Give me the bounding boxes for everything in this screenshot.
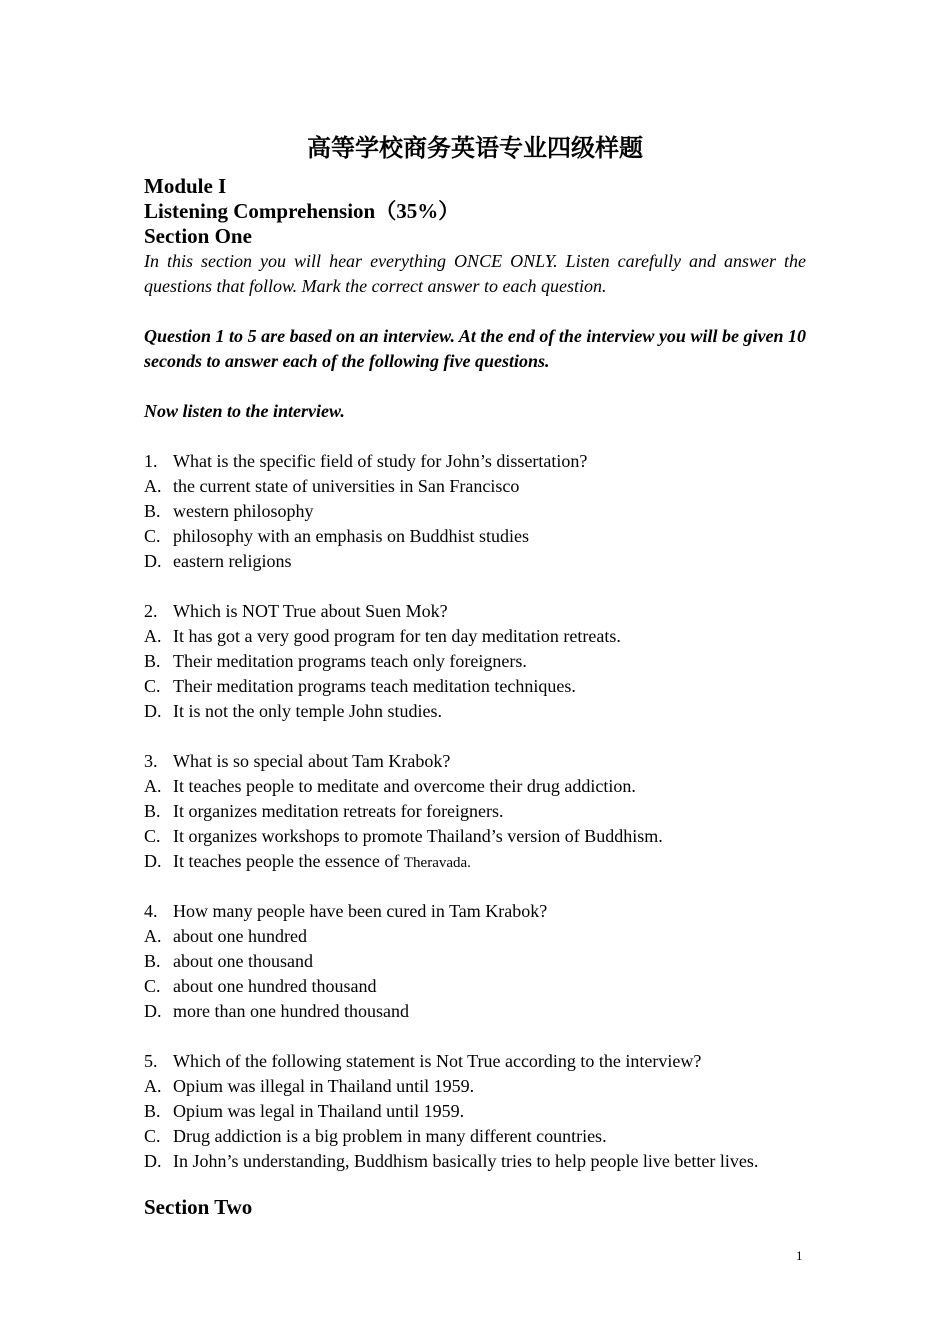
option-text: Opium was illegal in Thailand until 1959. [173,1076,475,1096]
option-text: Opium was legal in Thailand until 1959. [173,1101,465,1121]
option-label: A. [144,476,162,496]
option-label: A. [144,926,162,946]
question-3 [144,749,806,874]
question-stem [144,899,806,924]
option-a [144,1074,806,1099]
question-1 [144,449,806,574]
option-c [144,674,806,699]
option-label: D. [144,1151,162,1171]
section-one-heading: Section One [144,224,252,248]
option-label: D. [144,551,162,571]
question-2 [144,599,806,724]
option-b [144,649,806,674]
page-content [144,132,806,1174]
listen-now: Now listen to the interview. [144,401,345,421]
option-c [144,524,806,549]
question-4 [144,899,806,1024]
option-text: It organizes meditation retreats for foreigners. [173,801,504,821]
option-text: about one hundred thousand [173,976,377,996]
option-d [144,549,806,574]
option-text: It teaches people the essence of [173,851,400,871]
question-text: What is so special about Tam Krabok? [173,751,451,771]
question-intro: Question 1 to 5 are based on an interview. At the end of the interview you will be given 10 seconds to answer each of the following five questions. [144,326,806,371]
option-text: the current state of universities in San Francisco [173,476,520,496]
page-number: 1 [796,1248,803,1263]
option-text: It organizes workshops to promote Thailand’s version of Buddhism. [173,826,663,846]
option-text: western philosophy [173,501,314,521]
option-label: D. [144,1001,162,1021]
option-label: C. [144,976,161,996]
option-a [144,624,806,649]
question-5 [144,1049,806,1174]
option-label: C. [144,1126,161,1146]
option-d [144,1149,806,1174]
option-label: C. [144,676,161,696]
option-label: A. [144,1076,162,1096]
option-text: It has got a very good program for ten day meditation retreats. [173,626,621,646]
question-stem [144,599,806,624]
option-text-wrapper [173,849,471,876]
option-label: B. [144,651,161,671]
option-d [144,699,806,724]
option-text: about one thousand [173,951,313,971]
option-c [144,1124,806,1149]
option-b [144,499,806,524]
option-text: eastern religions [173,551,292,571]
question-number: 3. [144,751,158,771]
option-c [144,824,806,849]
option-b [144,799,806,824]
question-stem [144,449,806,474]
option-text: Their meditation programs teach meditation techniques. [173,676,576,696]
question-number: 5. [144,1051,158,1071]
question-number: 2. [144,601,158,621]
option-text: It teaches people to meditate and overcome their drug addiction. [173,776,636,796]
option-d [144,999,806,1024]
option-label: C. [144,826,161,846]
option-c [144,974,806,999]
question-stem [144,1049,806,1074]
section-two-heading: Section Two [144,1195,253,1219]
option-label: D. [144,701,162,721]
option-text: more than one hundred thousand [173,1001,409,1021]
option-label: D. [144,851,162,871]
question-number: 4. [144,901,158,921]
option-text: In John’s understanding, Buddhism basically tries to help people live better lives. [173,1151,759,1171]
option-a [144,774,806,799]
option-a [144,924,806,949]
option-b [144,949,806,974]
section-instruction: In this section you will hear everything ONCE ONLY. Listen carefully and answer the questions that follow. Mark the correct answer to each question. [144,251,806,296]
option-label: B. [144,1101,161,1121]
option-label: A. [144,626,162,646]
question-text: What is the specific field of study for John’s dissertation? [173,451,588,471]
part-heading: Listening Comprehension（35%） [144,199,460,223]
option-a [144,474,806,499]
option-text: Drug addiction is a big problem in many different countries. [173,1126,607,1146]
option-text: about one hundred [173,926,307,946]
question-text: Which is NOT True about Suen Mok? [173,601,448,621]
option-text: It is not the only temple John studies. [173,701,442,721]
question-stem [144,749,806,774]
module-heading: Module I [144,174,227,198]
document-title: 高等学校商务英语专业四级样题 [307,136,643,162]
option-text-small: Theravada. [403,855,471,871]
option-label: A. [144,776,162,796]
option-label: C. [144,526,161,546]
option-text: philosophy with an emphasis on Buddhist studies [173,526,530,546]
option-b [144,1099,806,1124]
option-label: B. [144,501,161,521]
question-text: Which of the following statement is Not True according to the interview? [173,1051,702,1071]
option-text: Their meditation programs teach only foreigners. [173,651,527,671]
option-label: B. [144,801,161,821]
question-number: 1. [144,451,158,471]
option-label: B. [144,951,161,971]
option-d [144,849,806,874]
question-text: How many people have been cured in Tam Krabok? [173,901,548,921]
